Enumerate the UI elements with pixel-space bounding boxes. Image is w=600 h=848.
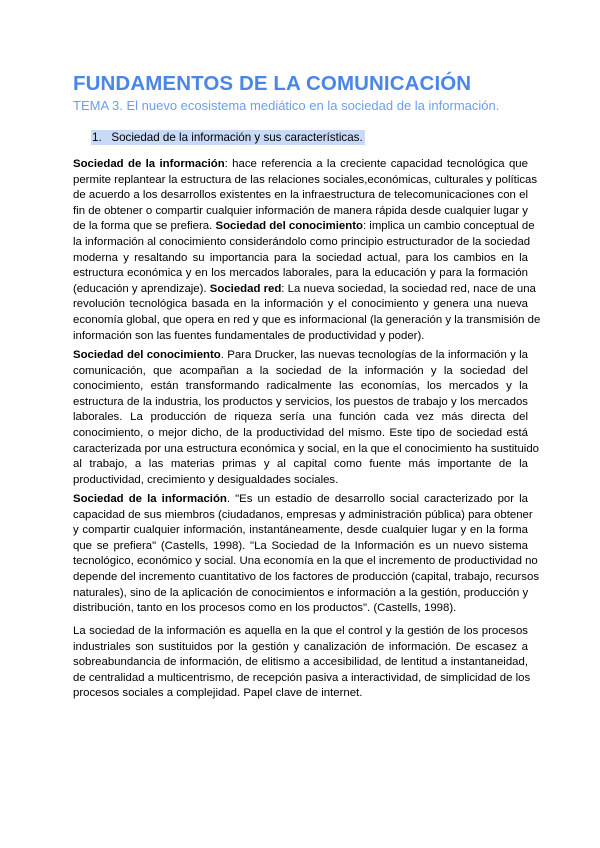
text-run: laborales. La producción de riqueza sería una función cada vez más directa del — [73, 411, 528, 424]
text-run: sobreabundancia de información, de elitismo a accesibilidad, de lentitud a instantaneidad, — [73, 656, 528, 669]
text-line — [73, 640, 528, 656]
text-line — [73, 473, 528, 489]
text-run: la información al conocimiento considerándolo como principio estructurador de la sociedad — [73, 235, 531, 248]
text-line — [73, 523, 528, 539]
paragraph-knowledge-society — [73, 348, 540, 488]
text-line — [73, 157, 528, 173]
text-line — [73, 570, 540, 586]
text-line — [73, 410, 528, 426]
text-run: : implica un cambio conceptual de — [362, 220, 535, 233]
text-line — [73, 671, 531, 687]
text-line — [73, 554, 538, 570]
text-run: comunicación, que acompañan a la sociedad de la información y la sociedad del — [73, 364, 528, 377]
text-line — [73, 426, 528, 442]
text-run: : La nueva sociedad, la sociedad red, nace de una — [281, 282, 536, 295]
text-run: naturales), sino de la aplicación de conocimientos e información a la gestión, producción y — [73, 586, 529, 599]
text-run: conocimiento, están transformando radicalmente las economías, los mercados y la — [73, 380, 528, 393]
text-run: La sociedad de la información es aquella en la que el control y la gestión de los procesos — [73, 625, 528, 637]
text-line — [73, 395, 528, 411]
text-run: procesos sociales a complejidad. Papel clave de internet. — [73, 687, 363, 700]
bold-term: Sociedad red — [209, 282, 282, 295]
text-run: moderna y resaltando su importancia para la sociedad actual, para los cambios en la — [73, 251, 528, 264]
text-line — [73, 204, 528, 220]
text-line — [73, 379, 528, 395]
text-line — [73, 601, 528, 617]
text-run: estructura económica y en los mercados laborales, para la educación y para la formación — [73, 267, 528, 280]
text-run: : hace referencia a la creciente capacidad tecnológica que — [224, 158, 528, 170]
bold-term: Sociedad del conocimiento — [215, 220, 363, 233]
text-run: conocimiento, o mejor dicho, de la productividad del mismo. Este tipo de sociedad está — [73, 426, 528, 439]
text-run: productividad, crecimiento y desigualdades sociales. — [73, 473, 339, 486]
text-run: depende del incremento cuantitativo de los factores de producción (capital, trabajo, recursos — [73, 570, 540, 583]
text-run: que se prefiera" (Castells, 1998). "La Sociedad de la Información es un nuevo sistema — [73, 539, 528, 552]
text-run: distribución, tanto en los procesos como en los productos". (Castells, 1998). — [73, 602, 457, 615]
paragraph-definitions — [73, 157, 541, 344]
text-run: de centralidad a multicentrismo, de recepción pasiva a interactividad, de simplicidad de los — [73, 671, 531, 684]
text-line — [73, 508, 533, 524]
bold-term: Sociedad de la información — [73, 158, 225, 170]
text-line — [73, 266, 528, 282]
list-number: 1. — [92, 131, 102, 144]
text-run: revolución tecnológica basada en la información y el conocimiento y genera una nueva — [73, 298, 528, 311]
bold-term: Sociedad de la información — [73, 493, 227, 505]
bold-term: Sociedad del conocimiento — [73, 349, 221, 361]
text-run: fin de obtener o compartir cualquier información de manera rápida desde cualquier lugar y — [73, 204, 528, 217]
text-line — [73, 457, 528, 473]
document-title: FUNDAMENTOS DE LA COMUNICACIÓN — [73, 72, 472, 95]
text-line — [73, 586, 528, 602]
text-line — [73, 364, 528, 380]
text-line — [73, 251, 528, 267]
text-line — [73, 313, 541, 329]
text-line — [73, 442, 540, 458]
text-line — [73, 219, 535, 235]
text-run: al trabajo, a las materias primas y al capital como fuente más importante de la — [73, 458, 528, 471]
text-run: (educación y aprendizaje). — [73, 282, 210, 295]
text-run: industriales son sustituidos por la gestión y canalización de información. De escasez a — [73, 640, 528, 653]
text-run: . "Es un estadio de desarrollo social caracterizado por la — [226, 493, 528, 505]
text-line — [73, 173, 538, 189]
text-run: . Para Drucker, las nuevas tecnologías de la información y la — [220, 349, 528, 361]
text-line — [73, 624, 528, 640]
document-subtitle: TEMA 3. El nuevo ecosistema mediático en la sociedad de la información. — [73, 98, 500, 113]
text-run: caracterizada por una estructura económica y social, en la que el conocimiento ha sustituido — [73, 442, 540, 455]
text-line — [73, 686, 528, 702]
text-line — [73, 348, 528, 364]
text-run: y compartir cualquier información, instantáneamente, desde cualquier lugar y en la forma — [73, 524, 528, 537]
text-line — [73, 492, 528, 508]
text-line — [73, 235, 531, 251]
paragraph-summary — [73, 624, 531, 702]
text-line — [73, 188, 528, 204]
text-run: estructura de la industria, los productos y servicios, los puestos de trabajo y los mercados — [73, 395, 528, 408]
text-line — [73, 297, 528, 313]
numbered-heading — [91, 130, 365, 145]
list-label: Sociedad de la información y sus características. — [111, 131, 363, 144]
text-line — [73, 329, 528, 345]
text-line — [73, 655, 528, 671]
text-run: de la forma que se prefiera. — [73, 220, 216, 233]
paragraph-information-society — [73, 492, 540, 617]
text-run: tecnológico, económico y social. Una economía en la que el incremento de productividad no — [73, 555, 538, 568]
text-line — [73, 539, 528, 555]
text-run: economía global, que opera en red y que es informacional (la generación y la transmisión de — [73, 313, 541, 326]
text-run: de acuerdo a los desarrollos existentes en la infraestructura de telecomunicaciones con el — [73, 189, 528, 202]
text-line — [73, 282, 536, 298]
text-run: capacidad de sus miembros (ciudadanos, empresas y administración pública) para obtener — [73, 508, 533, 521]
text-run: información son las fuentes fundamentales de productividad y poder). — [73, 329, 425, 342]
text-run: permite replantear la estructura de las relaciones sociales,económicas, culturales y políticas — [73, 173, 538, 186]
